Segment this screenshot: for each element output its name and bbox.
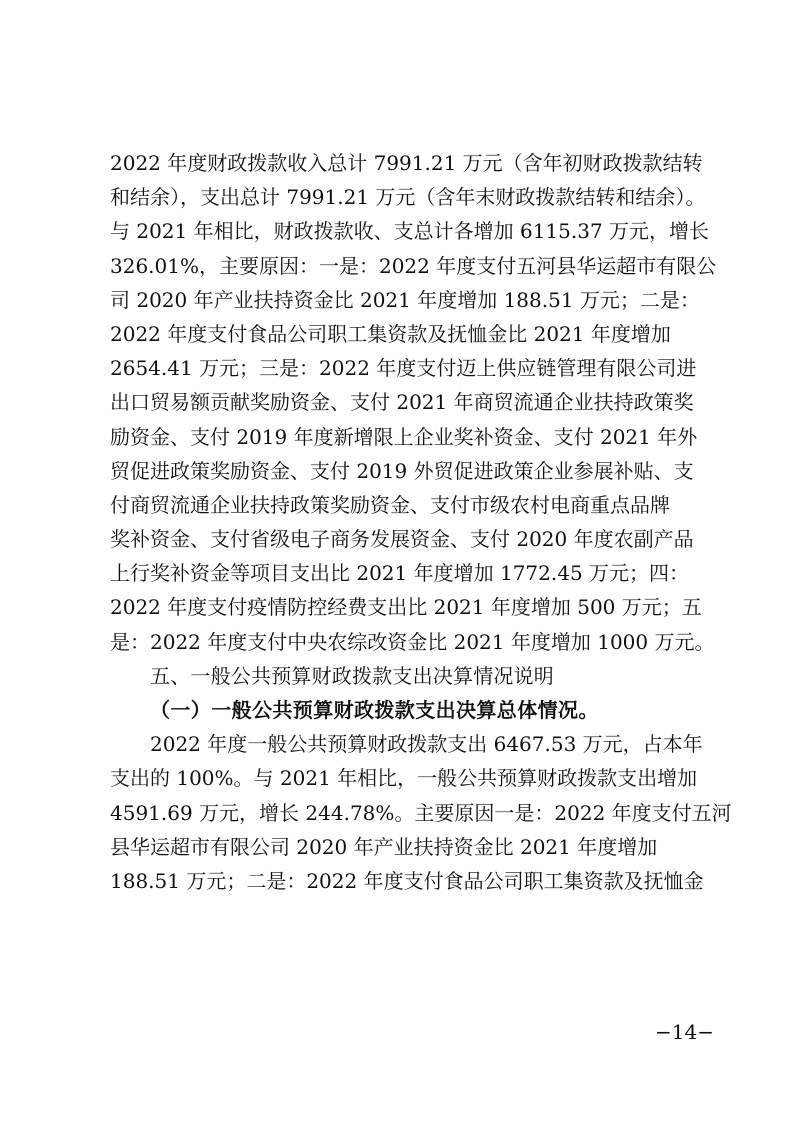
document-body bbox=[110, 146, 732, 898]
subsection-heading: （一）一般公共预算财政拨款支出决算总体情况。 bbox=[150, 698, 599, 722]
paragraph-line: 和结余），支出总计 7991.21 万元（含年末财政拨款结转和结余）。 bbox=[110, 185, 706, 210]
paragraph-line: 2022 年度一般公共预算财政拨款支出 6467.53 万元，占本年 bbox=[150, 732, 703, 757]
paragraph-line: 司 2020 年产业扶持资金比 2021 年度增加 188.51 万元；二是： bbox=[110, 287, 700, 312]
paragraph-line: 上行奖补资金等项目支出比 2021 年度增加 1772.45 万元；四： bbox=[110, 561, 690, 586]
paragraph-line: 与 2021 年相比，财政拨款收、支总计各增加 6115.37 万元，增长 bbox=[110, 219, 710, 244]
paragraph-line: 励资金、支付 2019 年度新增限上企业奖补资金、支付 2021 年外 bbox=[110, 424, 698, 449]
paragraph-line: 县华运超市有限公司 2020 年产业扶持资金比 2021 年度增加 bbox=[110, 834, 658, 859]
paragraph-line: 188.51 万元；二是：2022 年度支付食品公司职工集资款及抚恤金 bbox=[110, 868, 704, 893]
paragraph-line: 是：2022 年度支付中央农综改资金比 2021 年度增加 1000 万元。 bbox=[110, 629, 715, 654]
paragraph-line: 326.01%，主要原因：一是：2022 年度支付五河县华运超市有限公 bbox=[110, 253, 717, 278]
paragraph-line: 支出的 100%。与 2021 年相比，一般公共预算财政拨款支出增加 bbox=[110, 766, 698, 791]
paragraph-line: 2022 年度支付疫情防控经费支出比 2021 年度增加 500 万元；五 bbox=[110, 595, 702, 620]
paragraph-line: 2654.41 万元；三是：2022 年度支付迈上供应链管理有限公司进 bbox=[110, 356, 697, 381]
paragraph-line: 4591.69 万元，增长 244.78%。主要原因一是：2022 年度支付五河 bbox=[110, 800, 732, 825]
paragraph-line: 奖补资金、支付省级电子商务发展资金、支付 2020 年度农副产品 bbox=[110, 527, 694, 552]
paragraph-line: 贸促进政策奖励资金、支付 2019 外贸促进政策企业参展补贴、支 bbox=[110, 458, 694, 483]
paragraph-line: 2022 年度财政拨款收入总计 7991.21 万元（含年初财政拨款结转 bbox=[110, 151, 703, 175]
paragraph-line: 付商贸流通企业扶持政策奖励资金、支付市级农村电商重点品牌 bbox=[110, 492, 670, 517]
section-heading: 五、一般公共预算财政拨款支出决算情况说明 bbox=[150, 663, 554, 688]
page-number: −14− bbox=[655, 1020, 714, 1044]
paragraph-line: 2022 年度支付食品公司职工集资款及抚恤金比 2021 年度增加 bbox=[110, 321, 671, 346]
paragraph-line: 出口贸易额贡献奖励资金、支付 2021 年商贸流通企业扶持政策奖 bbox=[110, 390, 694, 415]
